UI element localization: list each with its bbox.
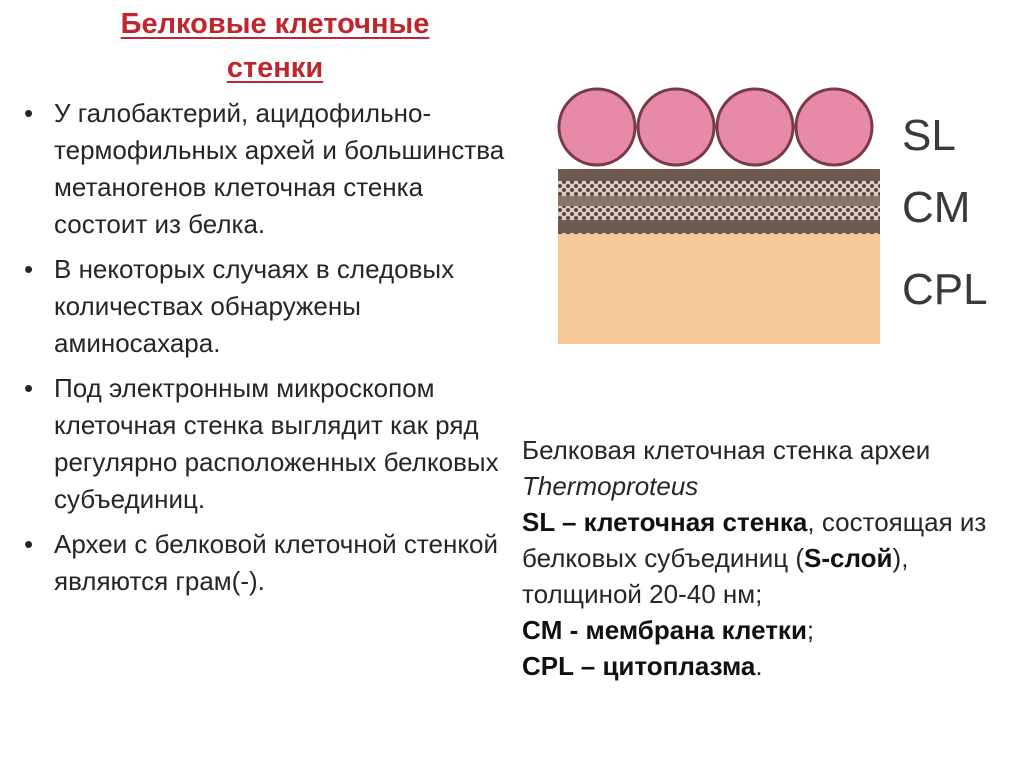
bullet-dot-icon: •	[24, 254, 34, 284]
caption-cm-end: ;	[806, 615, 815, 645]
title-line-2: стенки	[226, 52, 324, 84]
diagram-caption	[522, 432, 1002, 684]
cell-wall-diagram	[550, 72, 1000, 362]
sl-label: SL	[902, 111, 956, 160]
sl-subunit	[717, 89, 793, 165]
sl-subunit	[796, 89, 872, 165]
cm-outer-band	[558, 169, 880, 181]
title-line-1: Белковые клеточные	[120, 8, 430, 40]
bullet-dot-icon: •	[24, 373, 34, 403]
bullet-item	[20, 526, 520, 600]
caption-cpl-term: CPL – цитоплазма	[522, 651, 756, 681]
bullet-text: Под электронным микроскопом клеточная стенка выглядит как ряд регулярно расположенных белковых субъединиц.	[54, 373, 499, 514]
bullet-text: Археи с белковой клеточной стенкой являются грам(-).	[54, 529, 499, 596]
cm-label: CM	[902, 183, 971, 232]
caption-cm-term: CM - мембрана клетки	[522, 615, 807, 645]
bullet-item	[20, 251, 520, 362]
bullet-text: В некоторых случаях в следовых количествах обнаружены аминосахара.	[54, 254, 455, 358]
bullet-dot-icon: •	[24, 98, 34, 128]
caption-sl-desc-2: ), толщиной 20-40 нм;	[522, 543, 909, 609]
sl-subunit	[638, 89, 714, 165]
cm-inner-band	[558, 220, 880, 233]
bullet-dot-icon: •	[24, 529, 34, 559]
caption-sl-term: SL – клеточная стенка	[522, 507, 808, 537]
caption-genus: Thermoproteus	[522, 471, 699, 501]
cpl-label: CPL	[902, 265, 988, 314]
bullet-item	[20, 95, 520, 243]
bullet-item	[20, 370, 520, 518]
caption-cpl-end: .	[755, 651, 763, 681]
bullet-list	[20, 95, 520, 608]
slide-title	[60, 2, 490, 90]
caption-s-layer: S-слой	[804, 543, 893, 573]
sl-subunit	[559, 89, 635, 165]
cm-mid-band	[558, 196, 880, 206]
caption-intro: Белковая клеточная стенка археи	[522, 435, 931, 465]
caption-sl-desc-1: , состоящая из белковых субъединиц (	[522, 507, 987, 573]
bullet-text: У галобактерий, ацидофильно-термофильных архей и большинства метаногенов клеточная стенка состоит из белка.	[54, 98, 505, 239]
cpl-layer	[558, 232, 880, 344]
